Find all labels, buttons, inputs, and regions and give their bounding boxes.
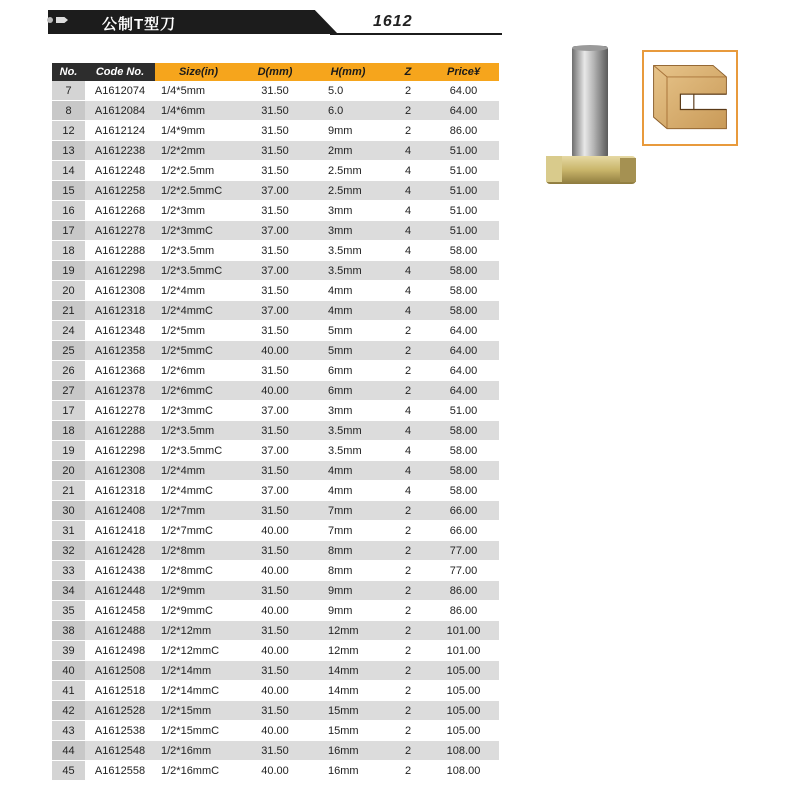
cell-size: 1/2*7mm: [155, 501, 242, 521]
col-header-no: No.: [52, 63, 85, 81]
cell-h: 9mm: [308, 121, 388, 141]
cell-d: 37.00: [242, 181, 308, 201]
col-header-z: Z: [388, 63, 428, 81]
cell-code: A1612488: [85, 621, 155, 641]
table-row: [52, 721, 499, 741]
cell-z: 4: [388, 301, 428, 321]
cell-d: 31.50: [242, 581, 308, 601]
cell-h: 16mm: [308, 741, 388, 761]
cell-size: 1/2*9mm: [155, 581, 242, 601]
cell-h: 4mm: [308, 481, 388, 501]
table-row: [52, 421, 499, 441]
cell-price: 86.00: [428, 121, 499, 141]
table-row: [52, 561, 499, 581]
cell-z: 4: [388, 401, 428, 421]
cell-h: 2mm: [308, 141, 388, 161]
cell-no: 20: [52, 281, 85, 301]
cell-h: 5.0: [308, 81, 388, 101]
cell-price: 51.00: [428, 161, 499, 181]
cell-code: A1612268: [85, 201, 155, 221]
cell-no: 32: [52, 541, 85, 561]
cell-no: 44: [52, 741, 85, 761]
cell-code: A1612318: [85, 481, 155, 501]
table-row: [52, 701, 499, 721]
cell-code: A1612528: [85, 701, 155, 721]
cell-z: 4: [388, 201, 428, 221]
cell-z: 2: [388, 381, 428, 401]
cell-code: A1612298: [85, 261, 155, 281]
cell-price: 51.00: [428, 401, 499, 421]
cell-code: A1612548: [85, 741, 155, 761]
cell-size: 1/2*14mm: [155, 661, 242, 681]
table-row: [52, 101, 499, 121]
cell-no: 8: [52, 101, 85, 121]
cell-code: A1612428: [85, 541, 155, 561]
cell-size: 1/2*15mmC: [155, 721, 242, 741]
table-row: [52, 621, 499, 641]
table-row: [52, 481, 499, 501]
table-row: [52, 381, 499, 401]
cell-code: A1612418: [85, 521, 155, 541]
cell-price: 108.00: [428, 741, 499, 761]
cell-price: 51.00: [428, 201, 499, 221]
cell-d: 31.50: [242, 361, 308, 381]
cell-d: 31.50: [242, 121, 308, 141]
table-row: [52, 581, 499, 601]
cell-size: 1/2*15mm: [155, 701, 242, 721]
cell-code: A1612448: [85, 581, 155, 601]
cell-no: 18: [52, 241, 85, 261]
cell-d: 37.00: [242, 401, 308, 421]
cell-d: 37.00: [242, 221, 308, 241]
cell-price: 51.00: [428, 221, 499, 241]
table-row: [52, 521, 499, 541]
cell-d: 31.50: [242, 161, 308, 181]
cell-h: 5mm: [308, 341, 388, 361]
cell-no: 39: [52, 641, 85, 661]
table-row: [52, 661, 499, 681]
cell-code: A1612498: [85, 641, 155, 661]
table-header: [52, 63, 499, 81]
cell-code: A1612084: [85, 101, 155, 121]
cell-price: 66.00: [428, 521, 499, 541]
cell-size: 1/2*4mm: [155, 461, 242, 481]
cell-h: 15mm: [308, 721, 388, 741]
cell-no: 24: [52, 321, 85, 341]
cell-no: 21: [52, 481, 85, 501]
table-row: [52, 441, 499, 461]
cell-z: 2: [388, 321, 428, 341]
cell-z: 2: [388, 501, 428, 521]
cell-size: 1/2*6mm: [155, 361, 242, 381]
cell-no: 18: [52, 421, 85, 441]
cell-d: 31.50: [242, 621, 308, 641]
cell-h: 9mm: [308, 601, 388, 621]
cell-h: 8mm: [308, 561, 388, 581]
cell-code: A1612288: [85, 241, 155, 261]
cell-d: 31.50: [242, 81, 308, 101]
cell-h: 3mm: [308, 201, 388, 221]
cell-code: A1612518: [85, 681, 155, 701]
cell-z: 4: [388, 141, 428, 161]
cell-z: 2: [388, 81, 428, 101]
table-row: [52, 461, 499, 481]
table-row: [52, 361, 499, 381]
cell-z: 2: [388, 581, 428, 601]
cell-d: 40.00: [242, 521, 308, 541]
cell-code: A1612458: [85, 601, 155, 621]
table-row: [52, 261, 499, 281]
table-row: [52, 401, 499, 421]
cell-code: A1612278: [85, 401, 155, 421]
table-row: [52, 241, 499, 261]
cell-h: 12mm: [308, 621, 388, 641]
cell-d: 40.00: [242, 721, 308, 741]
cell-no: 14: [52, 161, 85, 181]
cell-size: 1/2*14mmC: [155, 681, 242, 701]
cell-d: 31.50: [242, 541, 308, 561]
cell-price: 77.00: [428, 541, 499, 561]
cell-price: 58.00: [428, 301, 499, 321]
cell-code: A1612318: [85, 301, 155, 321]
cell-no: 33: [52, 561, 85, 581]
cell-price: 105.00: [428, 701, 499, 721]
cell-size: 1/2*7mmC: [155, 521, 242, 541]
table-row: [52, 221, 499, 241]
cell-price: 64.00: [428, 81, 499, 101]
cell-price: 105.00: [428, 661, 499, 681]
cell-no: 40: [52, 661, 85, 681]
cell-h: 3.5mm: [308, 441, 388, 461]
cell-z: 2: [388, 561, 428, 581]
cell-size: 1/2*5mmC: [155, 341, 242, 361]
cell-d: 31.50: [242, 321, 308, 341]
cell-d: 31.50: [242, 201, 308, 221]
page-title: 公制T型刀: [102, 16, 177, 33]
cell-code: A1612508: [85, 661, 155, 681]
product-table: [52, 63, 499, 781]
cell-price: 64.00: [428, 341, 499, 361]
cell-d: 40.00: [242, 341, 308, 361]
cell-code: A1612298: [85, 441, 155, 461]
cell-z: 4: [388, 261, 428, 281]
cell-size: 1/2*3.5mm: [155, 421, 242, 441]
cell-size: 1/2*4mm: [155, 281, 242, 301]
table-row: [52, 341, 499, 361]
col-header-size: Size(in): [155, 63, 242, 81]
cell-h: 2.5mm: [308, 161, 388, 181]
cell-h: 9mm: [308, 581, 388, 601]
cell-size: 1/4*6mm: [155, 101, 242, 121]
cell-code: A1612348: [85, 321, 155, 341]
cell-z: 4: [388, 241, 428, 261]
cell-h: 6mm: [308, 381, 388, 401]
cell-no: 12: [52, 121, 85, 141]
cell-size: 1/2*16mm: [155, 741, 242, 761]
cell-d: 40.00: [242, 761, 308, 781]
cell-price: 58.00: [428, 261, 499, 281]
col-header-price: Price¥: [428, 63, 499, 81]
cell-size: 1/2*3mm: [155, 201, 242, 221]
cell-size: 1/2*8mmC: [155, 561, 242, 581]
table-row: [52, 281, 499, 301]
cell-no: 19: [52, 261, 85, 281]
cell-price: 64.00: [428, 361, 499, 381]
cell-z: 4: [388, 221, 428, 241]
table-row: [52, 181, 499, 201]
cell-price: 58.00: [428, 421, 499, 441]
cell-no: 41: [52, 681, 85, 701]
cell-price: 58.00: [428, 461, 499, 481]
cell-price: 101.00: [428, 621, 499, 641]
col-header-d: D(mm): [242, 63, 308, 81]
cell-no: 21: [52, 301, 85, 321]
cell-no: 17: [52, 221, 85, 241]
table-row: [52, 761, 499, 781]
cell-code: A1612358: [85, 341, 155, 361]
table-row: [52, 741, 499, 761]
cell-price: 64.00: [428, 101, 499, 121]
cell-z: 2: [388, 701, 428, 721]
cell-size: 1/2*2.5mm: [155, 161, 242, 181]
header-bar: [48, 10, 338, 34]
cell-h: 8mm: [308, 541, 388, 561]
cell-code: A1612368: [85, 361, 155, 381]
cell-price: 51.00: [428, 181, 499, 201]
cell-no: 34: [52, 581, 85, 601]
cell-z: 4: [388, 161, 428, 181]
cell-size: 1/2*12mm: [155, 621, 242, 641]
cell-h: 3mm: [308, 221, 388, 241]
cell-z: 2: [388, 721, 428, 741]
cell-no: 26: [52, 361, 85, 381]
cell-code: A1612288: [85, 421, 155, 441]
cell-h: 3mm: [308, 401, 388, 421]
cell-d: 31.50: [242, 661, 308, 681]
cell-code: A1612238: [85, 141, 155, 161]
cell-no: 17: [52, 401, 85, 421]
cell-h: 3.5mm: [308, 261, 388, 281]
cell-z: 4: [388, 481, 428, 501]
cell-z: 2: [388, 761, 428, 781]
cell-size: 1/2*3mmC: [155, 401, 242, 421]
cell-z: 2: [388, 601, 428, 621]
cell-d: 31.50: [242, 701, 308, 721]
cell-d: 31.50: [242, 141, 308, 161]
cell-size: 1/2*2mm: [155, 141, 242, 161]
cell-code: A1612378: [85, 381, 155, 401]
cell-h: 4mm: [308, 301, 388, 321]
cell-no: 27: [52, 381, 85, 401]
cell-size: 1/2*2.5mmC: [155, 181, 242, 201]
table-row: [52, 121, 499, 141]
cell-h: 3.5mm: [308, 241, 388, 261]
table-row: [52, 601, 499, 621]
cell-h: 7mm: [308, 501, 388, 521]
header-underline: [330, 33, 502, 35]
table-row: [52, 641, 499, 661]
cell-price: 77.00: [428, 561, 499, 581]
cell-price: 51.00: [428, 141, 499, 161]
cell-z: 2: [388, 741, 428, 761]
cell-z: 2: [388, 661, 428, 681]
cell-z: 2: [388, 361, 428, 381]
cell-no: 38: [52, 621, 85, 641]
cell-h: 3.5mm: [308, 421, 388, 441]
cell-size: 1/2*3.5mmC: [155, 441, 242, 461]
cell-size: 1/2*8mm: [155, 541, 242, 561]
cell-d: 40.00: [242, 641, 308, 661]
cell-no: 42: [52, 701, 85, 721]
cell-z: 2: [388, 641, 428, 661]
cell-no: 31: [52, 521, 85, 541]
cell-price: 66.00: [428, 501, 499, 521]
cell-z: 4: [388, 421, 428, 441]
cell-size: 1/2*3.5mmC: [155, 261, 242, 281]
cell-d: 40.00: [242, 601, 308, 621]
table-row: [52, 321, 499, 341]
cell-z: 2: [388, 121, 428, 141]
cell-d: 31.50: [242, 461, 308, 481]
cell-size: 1/2*3.5mm: [155, 241, 242, 261]
cell-price: 58.00: [428, 481, 499, 501]
cell-code: A1612074: [85, 81, 155, 101]
cell-price: 58.00: [428, 241, 499, 261]
cell-no: 16: [52, 201, 85, 221]
cell-no: 19: [52, 441, 85, 461]
cell-price: 64.00: [428, 321, 499, 341]
cell-d: 37.00: [242, 261, 308, 281]
cell-code: A1612124: [85, 121, 155, 141]
cell-price: 86.00: [428, 601, 499, 621]
cell-d: 40.00: [242, 561, 308, 581]
table-row: [52, 541, 499, 561]
cell-price: 105.00: [428, 721, 499, 741]
cell-z: 4: [388, 441, 428, 461]
cell-no: 45: [52, 761, 85, 781]
table-row: [52, 201, 499, 221]
cell-price: 58.00: [428, 441, 499, 461]
cell-h: 14mm: [308, 681, 388, 701]
cell-code: A1612308: [85, 461, 155, 481]
cell-size: 1/2*9mmC: [155, 601, 242, 621]
cell-z: 2: [388, 101, 428, 121]
cell-size: 1/2*12mmC: [155, 641, 242, 661]
router-bit-image: [544, 44, 640, 190]
cell-size: 1/4*9mm: [155, 121, 242, 141]
cell-d: 31.50: [242, 421, 308, 441]
cell-code: A1612408: [85, 501, 155, 521]
cell-z: 2: [388, 341, 428, 361]
series-code: 1612: [373, 13, 413, 30]
cell-no: 35: [52, 601, 85, 621]
cell-code: A1612308: [85, 281, 155, 301]
cell-d: 40.00: [242, 681, 308, 701]
cell-d: 37.00: [242, 441, 308, 461]
cell-z: 4: [388, 461, 428, 481]
cell-d: 31.50: [242, 501, 308, 521]
cell-code: A1612538: [85, 721, 155, 741]
cell-h: 4mm: [308, 281, 388, 301]
cell-no: 7: [52, 81, 85, 101]
cell-z: 2: [388, 521, 428, 541]
table-row: [52, 501, 499, 521]
cell-z: 2: [388, 541, 428, 561]
cell-d: 40.00: [242, 381, 308, 401]
cell-d: 31.50: [242, 241, 308, 261]
cell-price: 64.00: [428, 381, 499, 401]
cell-z: 4: [388, 281, 428, 301]
cell-size: 1/2*4mmC: [155, 301, 242, 321]
cell-z: 2: [388, 621, 428, 641]
table-row: [52, 81, 499, 101]
table-row: [52, 141, 499, 161]
cell-code: A1612258: [85, 181, 155, 201]
cell-no: 43: [52, 721, 85, 741]
cell-price: 105.00: [428, 681, 499, 701]
cell-h: 16mm: [308, 761, 388, 781]
cell-price: 58.00: [428, 281, 499, 301]
cell-h: 15mm: [308, 701, 388, 721]
cell-h: 6.0: [308, 101, 388, 121]
col-header-h: H(mm): [308, 63, 388, 81]
cell-size: 1/2*6mmC: [155, 381, 242, 401]
table-row: [52, 161, 499, 181]
cell-no: 30: [52, 501, 85, 521]
cell-price: 86.00: [428, 581, 499, 601]
cell-d: 37.00: [242, 301, 308, 321]
cell-no: 20: [52, 461, 85, 481]
cell-no: 15: [52, 181, 85, 201]
cell-h: 14mm: [308, 661, 388, 681]
cell-size: 1/2*16mmC: [155, 761, 242, 781]
header-banner: [0, 0, 800, 46]
cell-size: 1/2*5mm: [155, 321, 242, 341]
table-row: [52, 681, 499, 701]
cell-d: 31.50: [242, 101, 308, 121]
cell-code: A1612278: [85, 221, 155, 241]
cell-no: 25: [52, 341, 85, 361]
cell-code: A1612558: [85, 761, 155, 781]
cell-d: 31.50: [242, 281, 308, 301]
cell-h: 5mm: [308, 321, 388, 341]
cell-h: 2.5mm: [308, 181, 388, 201]
cell-no: 13: [52, 141, 85, 161]
cell-h: 6mm: [308, 361, 388, 381]
cell-h: 12mm: [308, 641, 388, 661]
table-row: [52, 301, 499, 321]
cell-z: 4: [388, 181, 428, 201]
cell-size: 1/2*3mmC: [155, 221, 242, 241]
bullet-icon: [47, 17, 53, 23]
cell-size: 1/2*4mmC: [155, 481, 242, 501]
cell-size: 1/4*5mm: [155, 81, 242, 101]
cell-z: 2: [388, 681, 428, 701]
cell-h: 4mm: [308, 461, 388, 481]
cell-code: A1612248: [85, 161, 155, 181]
cut-profile-diagram: [642, 50, 738, 146]
cell-price: 108.00: [428, 761, 499, 781]
cell-code: A1612438: [85, 561, 155, 581]
cell-d: 31.50: [242, 741, 308, 761]
col-header-code: Code No.: [85, 63, 155, 81]
cell-h: 7mm: [308, 521, 388, 541]
cell-d: 37.00: [242, 481, 308, 501]
cell-price: 101.00: [428, 641, 499, 661]
